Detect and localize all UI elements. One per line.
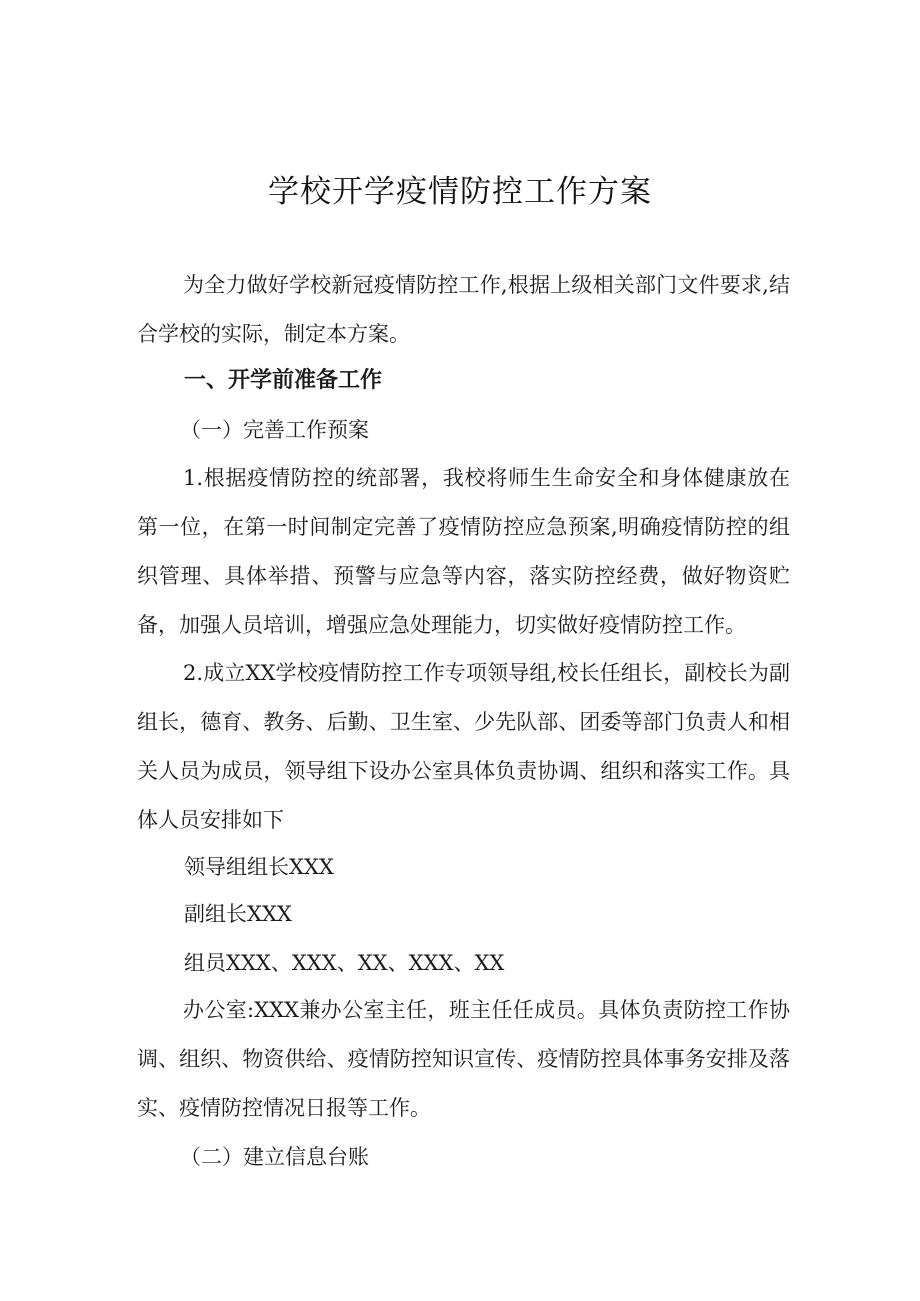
subsection-1-heading: （一）完善工作预案	[180, 418, 369, 442]
item-1-paragraph: 1.根据疫情防控的统部署，我校将师生生命安全和身体健康放在第一位，在第一时间制定完善了疫情防控应急预案,明确疫情防控的组织管理、具体举措、预警与应急等内容，落实防控经费，做好物资贮备，加强人员培训，增强应急处理能力，切实做好疫情防控工作。	[137, 466, 790, 637]
intro-paragraph: 为全力做好学校新冠疫情防控工作,根据上级相关部门文件要求,结合学校的实际，制定本方案。	[137, 273, 790, 346]
leader-line: 领导组组长XXX	[184, 855, 334, 879]
document-title: 学校开学疫情防控工作方案	[268, 174, 652, 210]
subsection-2-heading: （二）建立信息台账	[180, 1145, 369, 1169]
item-2-paragraph: 2.成立XX学校疫情防控工作专项领导组,校长任组长，副校长为副组长，德育、教务、后勤、卫生室、少先队部、团委等部门负责人和相关人员为成员，领导组下设办公室具体负责协调、组织和落实工作。具体人员安排如下	[137, 661, 790, 832]
section-1-heading: 一、开学前准备工作	[184, 368, 383, 393]
members-line: 组员XXX、XXX、XX、XXX、XX	[184, 951, 505, 975]
office-paragraph: 办公室:XXX兼办公室主任，班主任任成员。具体负责防控工作协调、组织、物资供给、疫情防控知识宣传、疫情防控具体事务安排及落实、疫情防控情况日报等工作。	[137, 998, 790, 1120]
vice-leader-line: 副组长XXX	[184, 902, 292, 926]
